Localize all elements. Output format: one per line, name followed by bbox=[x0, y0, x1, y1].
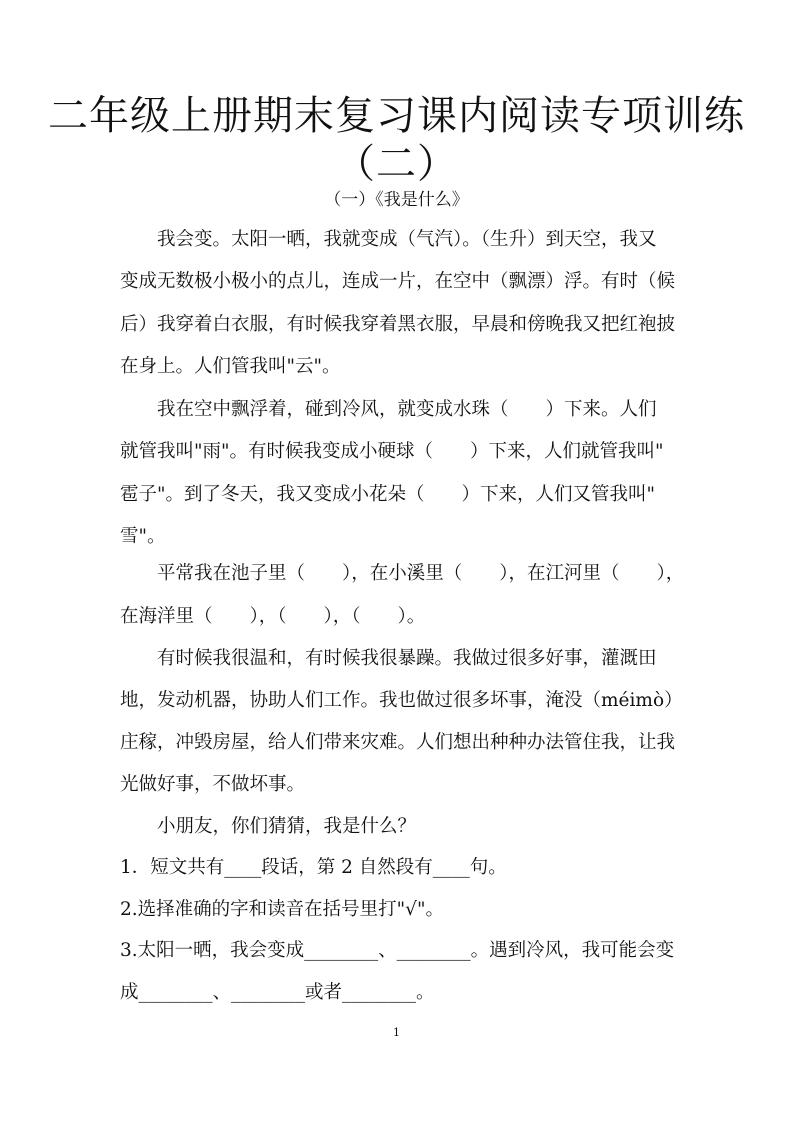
page-title-subtitle: （二） bbox=[335, 141, 458, 187]
text-line: 平常我在池子里（ ），在小溪里（ ），在江河里（ ）， bbox=[120, 563, 685, 584]
text-line: 光做好事，不做坏事。 bbox=[120, 774, 306, 795]
text-line: 在身上。人们管我叫"云"。 bbox=[120, 356, 341, 377]
text-line: 有时候我很温和，有时候我很暴躁。我做过很多好事，灌溉田 bbox=[120, 648, 657, 669]
text-line: 我会变。太阳一晒，我就变成（气汽）。（生升）到天空，我又 bbox=[120, 229, 657, 250]
text-line: 地，发动机器，协助人们工作。我也做过很多坏事，淹没（méimò） bbox=[120, 690, 683, 711]
text-line: 后）我穿着白衣服，有时候我穿着黑衣服，早晨和傍晚我又把红袍披 bbox=[120, 314, 676, 335]
page-number: 1 bbox=[393, 1026, 400, 1039]
text-line: 在海洋里（ ），（ ），（ ）。 bbox=[120, 606, 426, 627]
section-title: （一）《我是什么》 bbox=[324, 190, 469, 210]
question-3-continued: 成________、________或者________。 bbox=[120, 982, 435, 1003]
text-line: 庄稼，冲毁房屋，给人们带来灾难。人们想出种种办法管住我，让我 bbox=[120, 732, 676, 753]
text-line: 雪"。 bbox=[120, 526, 166, 547]
question-3: 3.太阳一晒，我会变成________、________。遇到冷风，我可能会变 bbox=[120, 940, 675, 961]
text-line: 我在空中飘浮着，碰到冷风，就变成水珠（ ）下来。人们 bbox=[120, 399, 657, 420]
text-line: 雹子"。到了冬天，我又变成小花朵（ ）下来，人们又管我叫" bbox=[120, 484, 656, 505]
text-line: 变成无数极小极小的点儿，连成一片，在空中（飘漂）浮。有时（候 bbox=[120, 271, 676, 292]
text-line: 就管我叫"雨"。有时候我变成小硬球（ ）下来，人们就管我叫" bbox=[120, 441, 664, 462]
question-2: 2.选择准确的字和读音在括号里打"√"。 bbox=[120, 899, 444, 920]
page-title: 二年级上册期末复习课内阅读专项训练 bbox=[48, 93, 745, 139]
question-1: 1．短文共有____段话，第 2 自然段有____句。 bbox=[120, 857, 507, 878]
text-line: 小朋友，你们猜猜，我是什么？ bbox=[120, 816, 417, 837]
